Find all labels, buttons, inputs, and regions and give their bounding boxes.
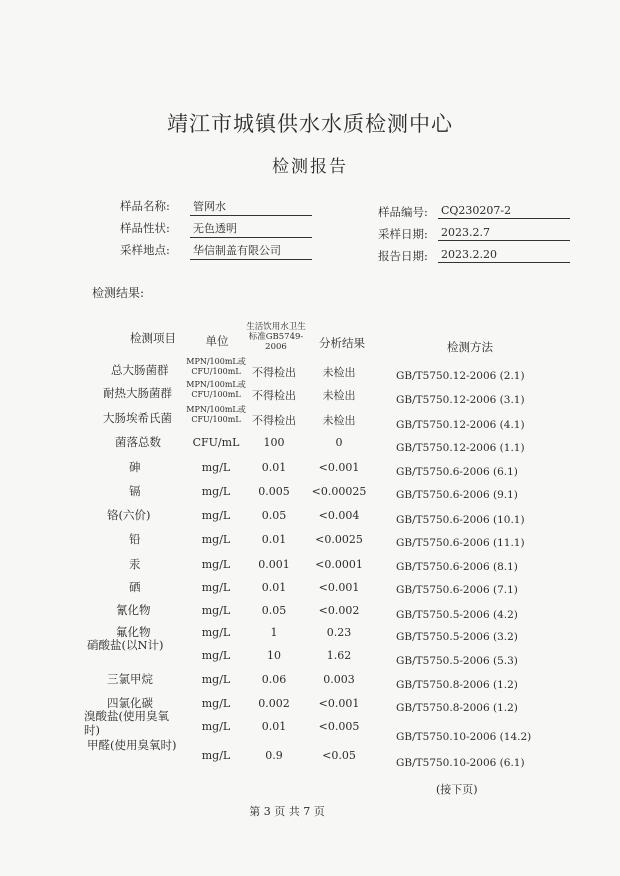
row-standard: 0.01 — [261, 533, 287, 546]
row-result: <0.05 — [322, 749, 356, 762]
row-item: 砷 — [129, 460, 141, 474]
row-method: GB/T5750.6-2006 (6.1) — [396, 466, 518, 478]
row-unit: mg/L — [201, 485, 231, 498]
row-result: 0.003 — [323, 673, 355, 686]
row-standard: 0.01 — [261, 581, 287, 594]
row-result: <0.002 — [318, 604, 360, 617]
row-item: 大肠埃希氏菌 — [103, 411, 172, 425]
row-method: GB/T5750.12-2006 (1.1) — [396, 442, 525, 454]
row-result: <0.005 — [318, 720, 360, 733]
row-unit: CFU/mL — [192, 436, 240, 449]
report-date-value: 2023.2.20 — [438, 248, 570, 263]
row-result: 0 — [335, 436, 343, 449]
row-method: GB/T5750.12-2006 (2.1) — [396, 370, 525, 382]
row-item: 总大肠菌群 — [111, 363, 169, 377]
row-method: GB/T5750.5-2006 (3.2) — [396, 631, 518, 643]
row-unit: MPN/100mL或CFU/100mL — [186, 405, 246, 424]
row-unit: mg/L — [201, 626, 231, 639]
col-result-header: 分析结果 — [319, 336, 365, 350]
row-standard: 0.05 — [261, 509, 287, 522]
row-item: 氰化物 — [116, 603, 151, 617]
row-standard: 0.01 — [261, 720, 287, 733]
col-standard-header: 生活饮用水卫生标准GB5749-2006 — [246, 322, 306, 352]
sample-nature-value: 无色透明 — [190, 220, 312, 238]
row-method: GB/T5750.6-2006 (9.1) — [396, 489, 518, 501]
row-item: 铬(六价) — [107, 508, 151, 522]
row-result: <0.0001 — [315, 558, 363, 571]
sample-name-label: 样品名称: — [120, 199, 170, 213]
row-unit: mg/L — [201, 461, 231, 474]
row-method: GB/T5750.6-2006 (11.1) — [396, 537, 525, 549]
row-method: GB/T5750.10-2006 (6.1) — [396, 757, 525, 769]
row-result: <0.00025 — [311, 485, 367, 498]
row-item: 镉 — [129, 484, 141, 498]
row-method: GB/T5750.5-2006 (5.3) — [396, 655, 518, 667]
page-number: 第 3 页 共 7 页 — [249, 805, 325, 818]
row-unit: mg/L — [201, 604, 231, 617]
sample-id-value: CQ230207-2 — [438, 204, 570, 219]
row-unit: mg/L — [201, 558, 231, 571]
row-item: 硝酸盐(以N计) — [87, 638, 164, 652]
row-unit: mg/L — [201, 749, 231, 762]
sampling-date-value: 2023.2.7 — [438, 226, 570, 241]
row-method: GB/T5750.6-2006 (7.1) — [396, 584, 518, 596]
row-standard: 0.06 — [261, 673, 287, 686]
row-standard: 0.002 — [258, 697, 290, 710]
row-standard: 0.005 — [258, 485, 290, 498]
row-method: GB/T5750.6-2006 (8.1) — [396, 561, 518, 573]
row-unit: mg/L — [201, 581, 231, 594]
row-result: <0.001 — [318, 461, 360, 474]
col-item-header: 检测项目 — [130, 331, 176, 345]
sampling-location-label: 采样地点: — [120, 243, 170, 257]
row-item: 耐热大肠菌群 — [103, 386, 172, 400]
row-result: 未检出 — [322, 366, 356, 379]
row-standard: 0.001 — [258, 558, 290, 571]
row-unit: MPN/100mL或CFU/100mL — [186, 357, 246, 376]
row-standard: 0.9 — [265, 749, 283, 762]
continued-note: (接下页) — [436, 783, 478, 796]
row-result: 未检出 — [322, 389, 356, 402]
row-unit: mg/L — [201, 509, 231, 522]
row-item: 四氯化碳 — [107, 696, 153, 710]
row-item: 三氯甲烷 — [107, 672, 153, 686]
sample-id-label: 样品编号: — [378, 205, 428, 219]
row-method: GB/T5750.8-2006 (1.2) — [396, 702, 518, 714]
row-result: 1.62 — [326, 649, 352, 662]
row-method: GB/T5750.8-2006 (1.2) — [396, 679, 518, 691]
row-standard: 0.01 — [261, 461, 287, 474]
report-title: 检测报告 — [272, 157, 348, 177]
org-title: 靖江市城镇供水水质检测中心 — [167, 112, 453, 136]
col-unit-header: 单位 — [205, 334, 229, 348]
row-unit: mg/L — [201, 673, 231, 686]
row-standard: 100 — [263, 436, 285, 449]
row-result: 0.23 — [326, 626, 352, 639]
sampling-date-label: 采样日期: — [378, 227, 428, 241]
row-standard: 不得检出 — [252, 366, 296, 379]
row-unit: MPN/100mL或CFU/100mL — [186, 380, 246, 399]
row-method: GB/T5750.5-2006 (4.2) — [396, 609, 518, 621]
row-unit: mg/L — [201, 697, 231, 710]
row-item: 铅 — [129, 532, 141, 546]
row-unit: mg/L — [201, 533, 231, 546]
row-item: 甲醛(使用臭氧时) — [87, 738, 177, 752]
row-standard: 不得检出 — [252, 414, 296, 427]
row-result: <0.001 — [318, 697, 360, 710]
row-unit: mg/L — [201, 720, 231, 733]
row-standard: 不得检出 — [252, 389, 296, 402]
sample-name-value: 管网水 — [190, 198, 312, 216]
row-item: 氟化物 — [116, 625, 151, 639]
results-section-label: 检测结果: — [92, 286, 145, 300]
row-item: 溴酸盐(使用臭氧时) — [84, 709, 169, 737]
row-standard: 10 — [267, 649, 281, 662]
sample-nature-label: 样品性状: — [120, 221, 170, 235]
row-standard: 0.05 — [261, 604, 287, 617]
row-result: 未检出 — [322, 414, 356, 427]
sampling-location-value: 华信制盖有限公司 — [190, 242, 312, 260]
col-method-header: 检测方法 — [447, 340, 493, 354]
row-method: GB/T5750.6-2006 (10.1) — [396, 514, 525, 526]
row-unit: mg/L — [201, 649, 231, 662]
row-method: GB/T5750.12-2006 (4.1) — [396, 419, 525, 431]
row-item: 硒 — [129, 580, 141, 594]
row-result: <0.001 — [318, 581, 360, 594]
row-result: <0.0025 — [315, 533, 363, 546]
row-method: GB/T5750.12-2006 (3.1) — [396, 394, 525, 406]
row-standard: 1 — [270, 626, 278, 639]
row-result: <0.004 — [318, 509, 360, 522]
report-date-label: 报告日期: — [378, 249, 428, 263]
row-item: 菌落总数 — [115, 435, 161, 449]
row-method: GB/T5750.10-2006 (14.2) — [396, 731, 532, 743]
row-item: 汞 — [129, 557, 141, 571]
